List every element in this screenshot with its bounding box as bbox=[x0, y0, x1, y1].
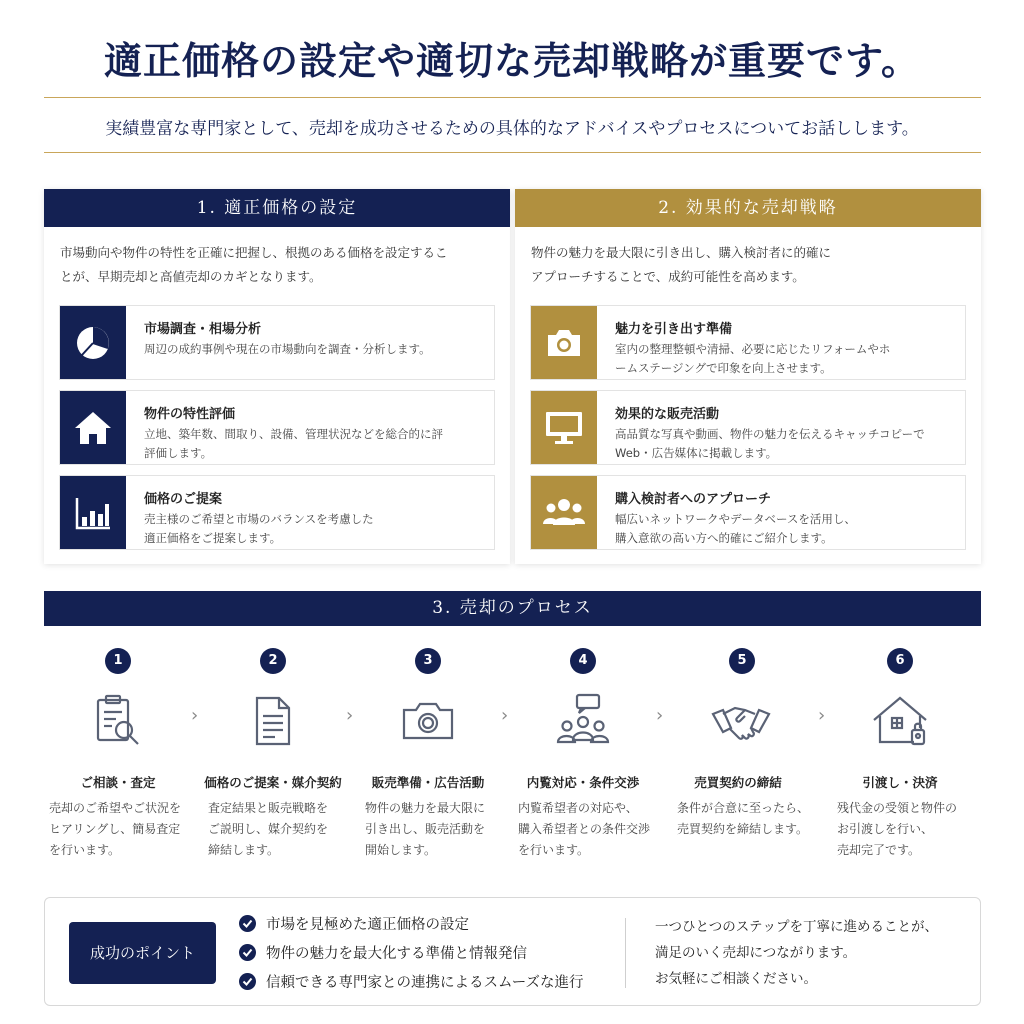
message-line: 一つひとつのステップを丁寧に進めることが、 bbox=[655, 919, 938, 935]
feature-card bbox=[59, 305, 495, 380]
feature-title: 価格のご提案 bbox=[144, 492, 223, 507]
step-line: 購入希望者との条件交渉 bbox=[518, 822, 651, 836]
step-line: ヒアリングし、簡易査定 bbox=[49, 822, 181, 836]
step-description bbox=[837, 798, 957, 861]
feature-line: Web・広告媒体に掲載します。 bbox=[615, 446, 778, 460]
feature-title: 市場調査・相場分析 bbox=[144, 322, 262, 337]
check-circle-icon bbox=[239, 944, 256, 961]
feature-description bbox=[144, 340, 484, 359]
step-line: 内覧希望者の対応や、 bbox=[518, 801, 638, 815]
feature-card bbox=[59, 475, 495, 550]
success-point-text: 信頼できる専門家との連携によるスムーズな進行 bbox=[266, 975, 584, 991]
description-line: とが、早期売却と高値売却のカギとなります。 bbox=[60, 269, 322, 284]
process-heading: 3. 売却のプロセス bbox=[44, 591, 981, 626]
step-title: 売買契約の締結 bbox=[694, 775, 782, 790]
chevron-right-icon: › bbox=[818, 705, 826, 726]
step-number-badge: 2 bbox=[260, 648, 286, 674]
chevron-right-icon: › bbox=[191, 705, 199, 726]
step-description bbox=[365, 798, 485, 861]
feature-line: 購入意欲の高い方へ的確にご紹介します。 bbox=[615, 531, 833, 545]
document-icon bbox=[243, 692, 303, 752]
feature-line: 売主様のご希望と市場のバランスを考慮した bbox=[144, 512, 374, 526]
feature-title: 魅力を引き出す準備 bbox=[615, 322, 733, 337]
bar-chart-icon bbox=[60, 476, 126, 549]
step-title: ご相談・査定 bbox=[80, 775, 156, 790]
feature-line: 立地、築年数、間取り、設備、管理状況などを総合的に評 bbox=[144, 427, 443, 441]
divider-bottom bbox=[44, 152, 981, 153]
pie-chart-icon bbox=[60, 306, 126, 379]
feature-description bbox=[144, 425, 484, 463]
section-sales-strategy bbox=[515, 189, 981, 564]
step-line: 締結します。 bbox=[208, 843, 280, 857]
feature-line: 幅広いネットワークやデータベースを活用し、 bbox=[615, 512, 856, 526]
step-line: 開始します。 bbox=[365, 843, 437, 857]
step-line: 売却のご希望やご状況を bbox=[49, 801, 182, 815]
feature-description bbox=[615, 510, 955, 548]
check-circle-icon bbox=[239, 915, 256, 932]
feature-line: 室内の整理整頓や清掃、必要に応じたリフォームやホ bbox=[615, 342, 891, 356]
section-heading: 2. 効果的な売却戦略 bbox=[515, 189, 981, 227]
feature-line: 周辺の成約事例や現在の市場動向を調査・分析します。 bbox=[144, 342, 431, 356]
camera-icon bbox=[531, 306, 597, 379]
step-line: 残代金の受領と物件の bbox=[837, 801, 958, 815]
step-line: を行います。 bbox=[518, 843, 590, 857]
step-description bbox=[208, 798, 328, 861]
feature-description bbox=[615, 425, 955, 463]
step-number-badge: 5 bbox=[729, 648, 755, 674]
step-description bbox=[518, 798, 650, 861]
description-line: 市場動向や物件の特性を正確に把握し、根拠のある価格を設定するこ bbox=[60, 245, 448, 260]
step-number-badge: 3 bbox=[415, 648, 441, 674]
step-title: 価格のご提案・媒介契約 bbox=[204, 775, 342, 790]
description-line: 物件の魅力を最大限に引き出し、購入検討者に的確に bbox=[531, 245, 832, 260]
clipboard-search-icon bbox=[88, 692, 148, 752]
page-title: 適正価格の設定や適切な売却戦略が重要です。 bbox=[104, 38, 920, 83]
step-line: 売買契約を締結します。 bbox=[677, 822, 809, 836]
monitor-icon bbox=[531, 391, 597, 464]
step-line: 売却完了です。 bbox=[837, 843, 921, 857]
feature-card bbox=[530, 475, 966, 550]
feature-line: 評価します。 bbox=[144, 446, 213, 460]
section-heading: 1. 適正価格の設定 bbox=[44, 189, 510, 227]
step-line: 条件が合意に至ったら、 bbox=[677, 801, 810, 815]
summary-divider bbox=[625, 918, 626, 988]
page-subtitle: 実績豊富な専門家として、売却を成功させるための具体的なアドバイスやプロセスについてお話しします。 bbox=[105, 119, 919, 139]
step-description bbox=[677, 798, 809, 840]
section-appropriate-price bbox=[44, 189, 510, 564]
success-point bbox=[239, 913, 469, 934]
closing-message bbox=[655, 914, 938, 992]
check-circle-icon bbox=[239, 973, 256, 990]
success-points-box bbox=[44, 897, 981, 1006]
step-line: 物件の魅力を最大限に bbox=[365, 801, 486, 815]
description-line: アプローチすることで、成約可能性を高めます。 bbox=[531, 269, 805, 284]
camera-icon bbox=[398, 692, 458, 752]
step-line: ご説明し、媒介契約を bbox=[208, 822, 329, 836]
success-points-badge: 成功のポイント bbox=[69, 922, 216, 984]
feature-title: 購入検討者へのアプローチ bbox=[615, 492, 772, 507]
people-chat-icon bbox=[553, 692, 613, 752]
step-line: を行います。 bbox=[49, 843, 121, 857]
feature-line: 高品質な写真や動画、物件の魅力を伝えるキャッチコピーで bbox=[615, 427, 925, 441]
step-number-badge: 1 bbox=[105, 648, 131, 674]
feature-line: ームステージングで印象を向上させます。 bbox=[615, 361, 832, 375]
success-point-text: 物件の魅力を最大化する準備と情報発信 bbox=[266, 946, 527, 962]
feature-card bbox=[530, 390, 966, 465]
feature-title: 物件の特性評価 bbox=[144, 407, 236, 422]
handshake-icon bbox=[711, 692, 771, 752]
success-point bbox=[239, 971, 584, 992]
people-icon bbox=[531, 476, 597, 549]
feature-line: 適正価格をご提案します。 bbox=[144, 531, 282, 545]
message-line: 満足のいく売却につながります。 bbox=[655, 945, 857, 961]
feature-description bbox=[615, 340, 955, 378]
step-number-badge: 4 bbox=[570, 648, 596, 674]
step-number-badge: 6 bbox=[887, 648, 913, 674]
message-line: お気軽にご相談ください。 bbox=[655, 971, 817, 987]
step-title: 引渡し・決済 bbox=[862, 775, 938, 790]
success-point bbox=[239, 942, 527, 963]
house-key-icon bbox=[870, 692, 930, 752]
step-title: 内覧対応・条件交渉 bbox=[526, 775, 640, 790]
feature-title: 効果的な販売活動 bbox=[615, 407, 720, 422]
step-description bbox=[49, 798, 181, 861]
step-line: 査定結果と販売戦略を bbox=[208, 801, 329, 815]
feature-card bbox=[59, 390, 495, 465]
step-line: お引渡しを行い、 bbox=[837, 822, 934, 836]
chevron-right-icon: › bbox=[656, 705, 664, 726]
house-icon bbox=[60, 391, 126, 464]
step-title: 販売準備・広告活動 bbox=[371, 775, 485, 790]
divider-top bbox=[44, 97, 981, 98]
step-line: 引き出し、販売活動を bbox=[365, 822, 486, 836]
feature-card bbox=[530, 305, 966, 380]
chevron-right-icon: › bbox=[346, 705, 354, 726]
success-point-text: 市場を見極めた適正価格の設定 bbox=[266, 917, 469, 933]
feature-description bbox=[144, 510, 484, 548]
chevron-right-icon: › bbox=[501, 705, 509, 726]
